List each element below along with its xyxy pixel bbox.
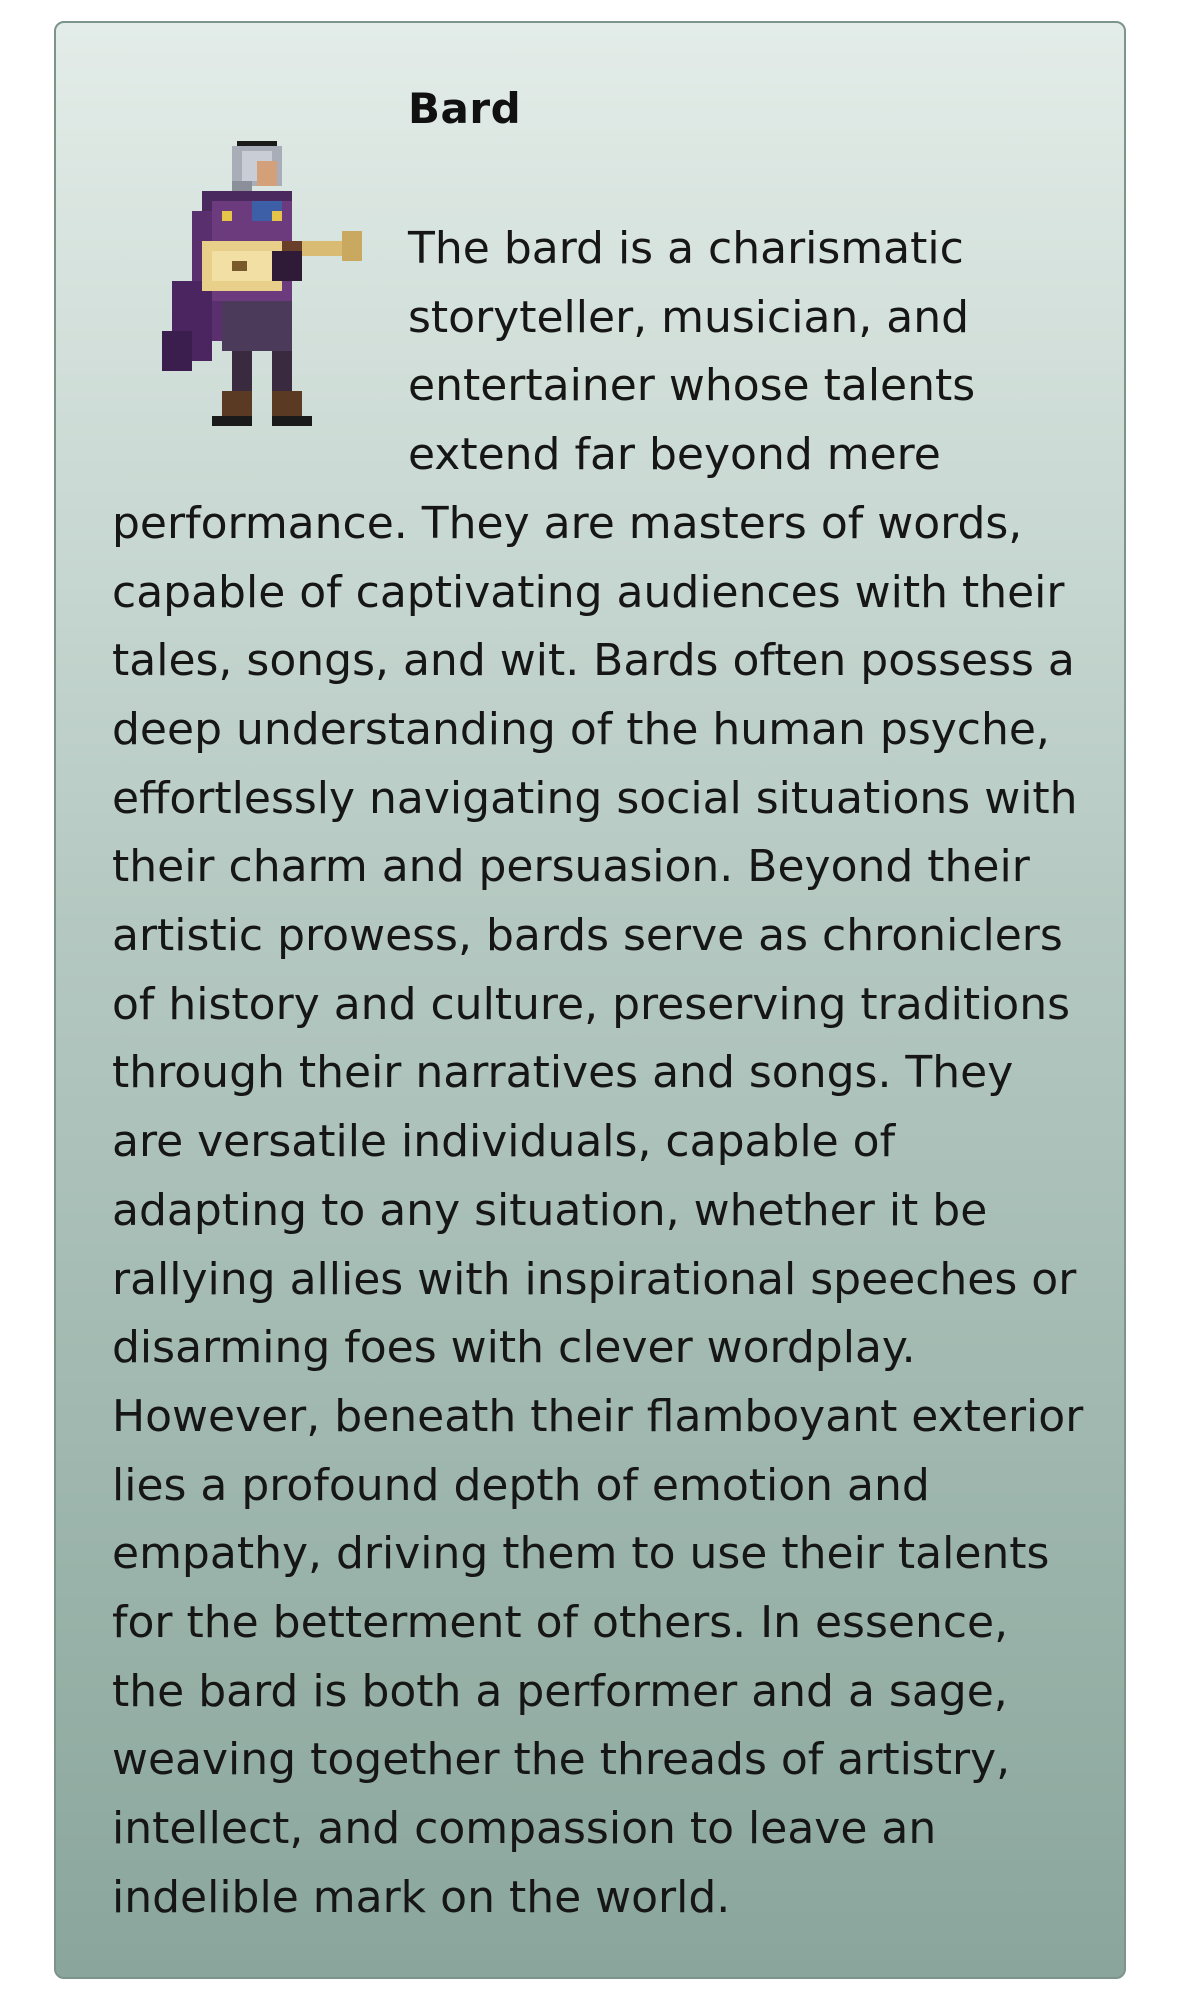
description-line: indelible mark on the world. [112,1871,731,1923]
description-line: tales, songs, and wit. Bards often possess a [112,635,1075,687]
description-line: performance. They are masters of words, [112,497,1023,549]
description-line: their charm and persuasion. Beyond their [112,841,1030,893]
description-line: storyteller, musician, and [408,291,970,343]
description-line: weaving together the threads of artistry, [112,1734,1011,1786]
description-line: intellect, and compassion to leave an [112,1803,937,1855]
description-line: the bard is both a performer and a sage, [112,1665,1008,1717]
description-line: empathy, driving them to use their talents [112,1528,1050,1580]
description-line: of history and culture, preserving traditions [112,978,1071,1030]
class-title: Bard [408,84,522,133]
description-line: However, beneath their flamboyant exterior [112,1390,1084,1442]
description-line: extend far beyond mere [408,429,941,481]
description-line: adapting to any situation, whether it be [112,1184,988,1236]
description-line: entertainer whose talents [408,360,976,412]
class-card [54,21,1126,1979]
description-line: deep understanding of the human psyche, [112,703,1050,755]
description-line: The bard is a charismatic [408,223,964,274]
description-line: disarming foes with clever wordplay. [112,1322,916,1374]
description-line: capable of captivating audiences with their [112,566,1065,618]
description-line: lies a profound depth of emotion and [112,1459,930,1511]
description-line: through their narratives and songs. They [112,1047,1014,1099]
description-line: rallying allies with inspirational speeches or [112,1253,1077,1305]
description-line: are versatile individuals, capable of [112,1116,896,1168]
description-line: artistic prowess, bards serve as chroniclers [112,910,1063,962]
description-line: for the betterment of others. In essence, [112,1597,1009,1649]
description-line: effortlessly navigating social situations with [112,772,1078,824]
class-description [112,215,1092,1933]
